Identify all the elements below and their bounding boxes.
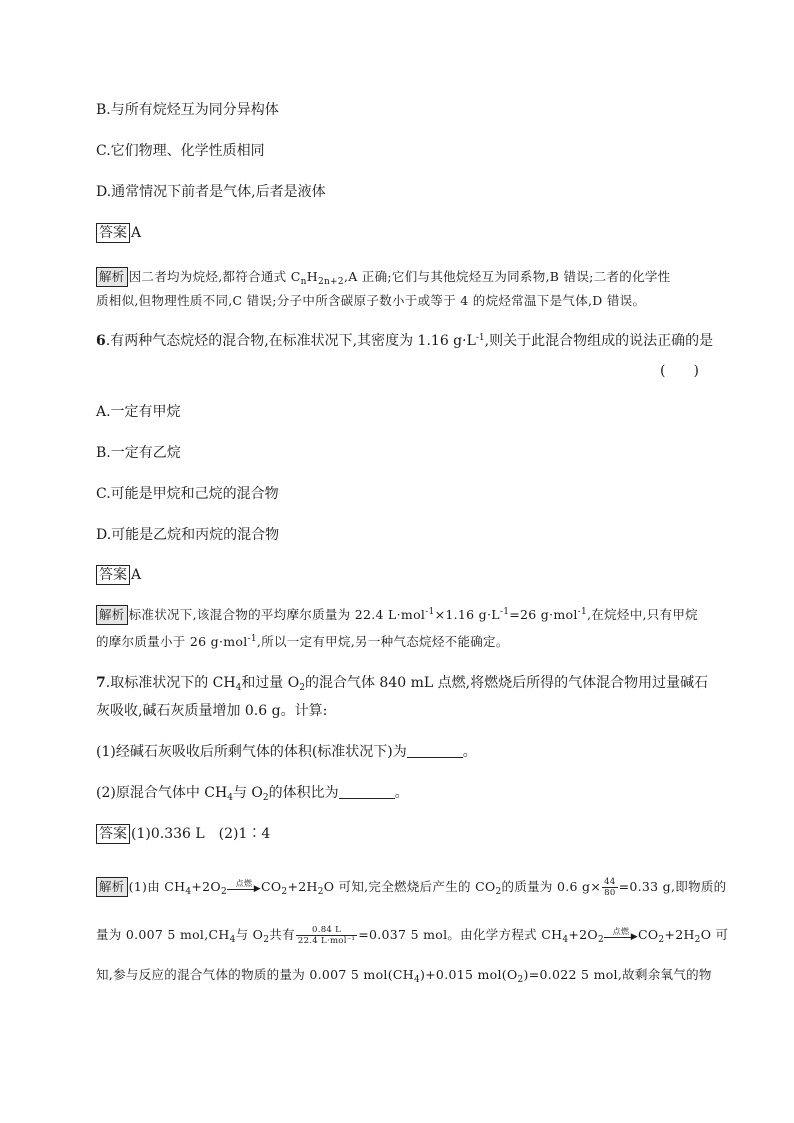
question-number: 6 bbox=[96, 333, 106, 349]
answer-blank[interactable] bbox=[339, 784, 395, 799]
q7-analysis-line-3: 知,参与反应的混合气体的物质的量为 0.007 5 $mol(CH_4)+0.015$ $mol(O_2)=0.022$ 5 mol,故剩余氧气的物 bbox=[96, 967, 712, 985]
fraction: $\frac{0.84 L}{\text{22.4 L·mol⁻¹}}$ bbox=[297, 925, 356, 946]
question-number: 7 bbox=[96, 675, 106, 691]
q6-option-a[interactable]: A.一定有甲烷 bbox=[96, 404, 181, 420]
reaction-arrow-icon: 点燃 ▶ bbox=[604, 926, 638, 946]
q6-option-b[interactable]: B.一定有乙烷 bbox=[96, 445, 181, 461]
answer-tag: 答案 bbox=[96, 824, 130, 844]
q7-analysis-line-1: 解析 (1)由 $CH_4+2O_2$ 点燃 ▶ $CO_2+2H_2O$ 可知,完全燃烧后产生的 $CO_2$的质量为 0.6 g× $\frac{44}{80}$ =0.33 g,即物质的 bbox=[96, 877, 726, 898]
answer-blank[interactable] bbox=[407, 743, 463, 758]
q7-part-1: (1)经碱石灰吸收后所剩气体的体积(标准状况下)为 。 bbox=[96, 744, 477, 760]
answer-value: A bbox=[131, 225, 142, 241]
q6-answer-bracket[interactable]: ( ) bbox=[660, 363, 699, 379]
analysis-tag: 解析 bbox=[96, 605, 128, 625]
q7-stem-line-1: 7.取标准状况下的 $CH_4$和过量 $O_2$的混合气体 840 mL 点燃,将燃烧后所得的气体混合物用过量碱石 bbox=[96, 675, 709, 693]
option-text: C.它们物理、化学性质相同 bbox=[96, 143, 265, 159]
answer-tag: 答案 bbox=[96, 223, 130, 243]
option-text: B.与所有烷烃互为同分异构体 bbox=[96, 102, 279, 118]
q6-option-c[interactable]: C.可能是甲烷和己烷的混合物 bbox=[96, 486, 279, 502]
q7-part-2: (2)原混合气体中 $CH_4$与 $O_2$的体积比为 。 bbox=[96, 785, 409, 803]
analysis-tag: 解析 bbox=[96, 267, 128, 287]
q5-analysis-line-1: 解析 因二者均为烷烃,都符合通式 $C_nH_{2n+2},A$ 正确;它们与其他烷烃互为同系物,B 错误;二者的化学性 bbox=[96, 267, 670, 287]
answer-value: A bbox=[131, 567, 142, 583]
q7-stem-line-2: 灰吸收,碱石灰质量增加 0.6 g。计算: bbox=[96, 703, 328, 719]
q6-answer bbox=[96, 565, 141, 585]
answer-tag: 答案 bbox=[96, 565, 130, 585]
q5-option-c[interactable] bbox=[96, 141, 265, 161]
q7-analysis-line-2: 量为 0.007 5 $mol,CH_4$与 $O_2$共有 $\frac{0.84 L}{\text{22.4 L·mol⁻¹}}$ =0.037 5 mol。由化学方程式 $CH_4+2O_2$ 点燃 ▶ $CO_2+2H_2O$ 可 bbox=[96, 925, 729, 946]
q5-option-d[interactable] bbox=[96, 182, 326, 202]
fraction: $\frac{44}{80}$ bbox=[604, 877, 616, 898]
analysis-tag: 解析 bbox=[96, 877, 128, 897]
q5-option-b[interactable] bbox=[96, 100, 279, 120]
q5-analysis-line-2: 质相似,但物理性质不同,C 错误;分子中所含碳原子数小于或等于 4 的烷烃常温下是气体,D 错误。 bbox=[96, 293, 646, 308]
q5-answer bbox=[96, 223, 141, 243]
q6-stem: 6.有两种气态烷烃的混合物,在标准状况下,其密度为 1.16 $g\cdot L^{-1}$,则关于此混合物组成的说法正确的是 bbox=[96, 333, 714, 349]
reaction-arrow-icon: 点燃 ▶ bbox=[227, 878, 261, 898]
q7-answer bbox=[96, 824, 270, 844]
answer-value: (1)0.336 L (2)1∶4 bbox=[131, 826, 271, 842]
q6-option-d[interactable]: D.可能是乙烷和丙烷的混合物 bbox=[96, 527, 280, 543]
option-text: D.通常情况下前者是气体,后者是液体 bbox=[96, 184, 326, 200]
q6-analysis-line-1: 解析 标准状况下,该混合物的平均摩尔质量为 22.4 L·mol$^{-1}$×1.16 $g\cdot L^{-1}=26$ g·mol$^{-1}$,在烷烃中,只有甲烷 bbox=[96, 605, 698, 625]
q6-analysis-line-2: 的摩尔质量小于 26 g·mol$^{-1}$,所以一定有甲烷,另一种气态烷烃不能确定。 bbox=[96, 634, 509, 649]
